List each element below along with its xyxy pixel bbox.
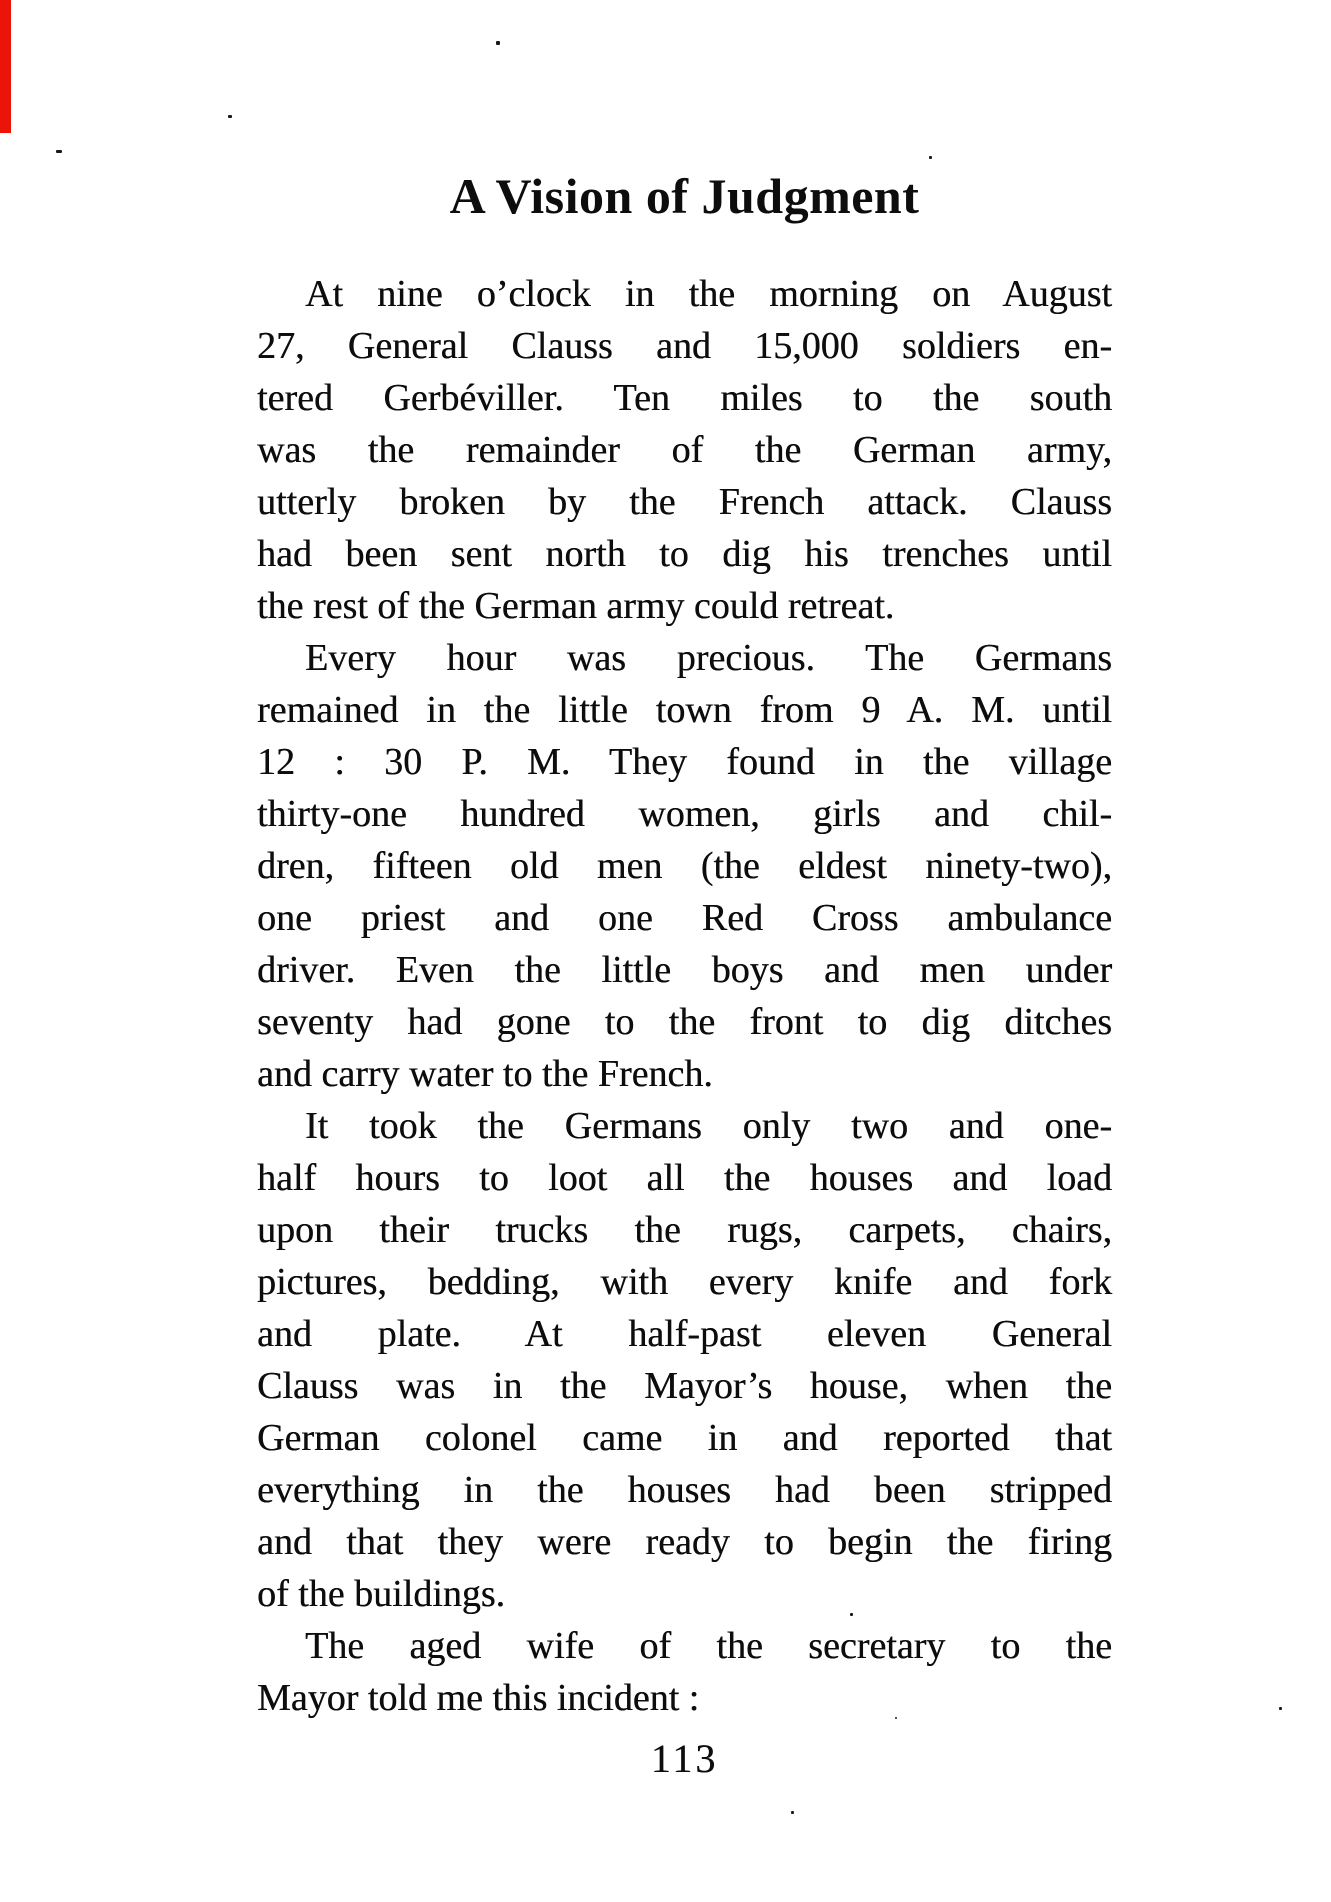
text-line: seventy had gone to the front to dig ditches bbox=[257, 1001, 1112, 1043]
text-line: and that they were ready to begin the firing bbox=[257, 1521, 1112, 1563]
scan-speck bbox=[228, 115, 232, 118]
page-number: 113 bbox=[650, 1736, 719, 1781]
text-line: the rest of the German army could retreat. bbox=[257, 585, 895, 627]
text-line: was the remainder of the German army, bbox=[257, 429, 1112, 471]
text-line: one priest and one Red Cross ambulance bbox=[257, 897, 1112, 939]
body-text bbox=[257, 268, 1112, 1724]
scan-speck bbox=[929, 156, 932, 159]
scan-speck bbox=[1279, 1707, 1282, 1710]
text-line: Mayor told me this incident : bbox=[257, 1677, 700, 1719]
text-line: driver. Even the little boys and men under bbox=[257, 949, 1112, 991]
text-line: thirty-one hundred women, girls and chil- bbox=[257, 793, 1112, 835]
text-line: tered Gerbéviller. Ten miles to the south bbox=[257, 377, 1112, 419]
text-line: utterly broken by the French attack. Clauss bbox=[257, 481, 1112, 523]
text-line: At nine o’clock in the morning on August bbox=[305, 273, 1112, 315]
scan-speck bbox=[850, 1613, 853, 1616]
text-line: pictures, bedding, with every knife and fork bbox=[257, 1261, 1112, 1303]
text-line: German colonel came in and reported that bbox=[257, 1417, 1112, 1459]
text-line: had been sent north to dig his trenches until bbox=[257, 533, 1112, 575]
text-line: half hours to loot all the houses and load bbox=[257, 1157, 1112, 1199]
text-line: and carry water to the French. bbox=[257, 1053, 713, 1095]
text-line: dren, fifteen old men (the eldest ninety-two), bbox=[257, 845, 1112, 887]
text-line: everything in the houses had been stripped bbox=[257, 1469, 1112, 1511]
text-line: 27, General Clauss and 15,000 soldiers en- bbox=[257, 325, 1112, 367]
scan-speck bbox=[56, 150, 62, 153]
scan-speck bbox=[496, 41, 500, 45]
text-line: remained in the little town from 9 A. M. until bbox=[257, 689, 1112, 731]
text-line: The aged wife of the secretary to the bbox=[305, 1625, 1112, 1667]
text-line: Every hour was precious. The Germans bbox=[305, 637, 1112, 679]
scan-speck bbox=[895, 1717, 897, 1719]
scan-speck bbox=[791, 1811, 794, 1814]
text-line: and plate. At half-past eleven General bbox=[257, 1313, 1112, 1355]
text-line: of the buildings. bbox=[257, 1573, 506, 1615]
text-line: Clauss was in the Mayor’s house, when the bbox=[257, 1365, 1112, 1407]
text-line: upon their trucks the rugs, carpets, chairs, bbox=[257, 1209, 1112, 1251]
red-edge-mark bbox=[0, 0, 11, 133]
text-line: It took the Germans only two and one- bbox=[305, 1105, 1112, 1147]
text-line: 12 : 30 P. M. They found in the village bbox=[257, 741, 1112, 783]
page-title: A Vision of Judgment bbox=[449, 168, 920, 224]
